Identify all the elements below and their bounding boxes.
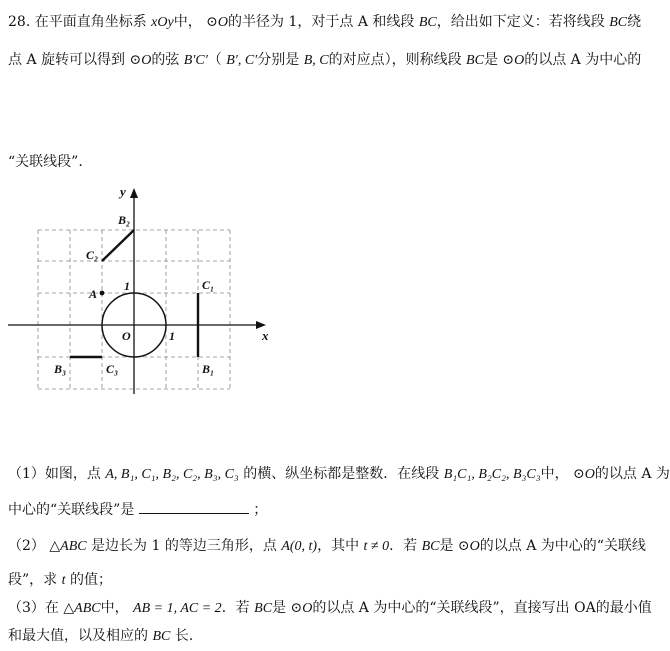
text: 是	[483, 52, 498, 68]
text: 在平面直角坐标系	[34, 14, 147, 30]
label-axis-x: x	[262, 328, 269, 343]
text: 中，	[100, 600, 129, 616]
label-b1: B₁	[202, 362, 215, 376]
math-bc: BC	[421, 539, 440, 554]
label-c1: C₁	[202, 278, 215, 292]
math-b-c: B, C	[303, 53, 329, 68]
text: 的以点 A 为	[594, 466, 670, 482]
label-c3: C₃	[106, 362, 119, 376]
text: ，给出如下定义：若将线段	[436, 14, 605, 30]
question-3-line-2	[8, 626, 193, 647]
problem-number: 28.	[8, 14, 31, 30]
question-3-line-1	[8, 598, 652, 619]
math-bc-prime: B′, C′	[226, 53, 258, 68]
text: 段”，求	[8, 572, 58, 588]
text: 是	[272, 600, 287, 616]
text: 是边长为 1 的等边三角形，点	[91, 538, 277, 554]
label-b2: B₂	[118, 213, 131, 227]
label-tick-y1: 1	[124, 279, 130, 293]
text: 的以点 A 为中心的	[524, 52, 642, 68]
math-xoy: xOy	[151, 15, 174, 30]
text: 的以点 A 为中心的“关联线	[479, 538, 646, 554]
text: 的横、纵坐标都是整数．在线段	[243, 466, 440, 482]
text: （3）在	[8, 600, 59, 616]
math-segments: B₁C₁, B₂C₂, B₃C₃	[443, 467, 541, 482]
text: 分别是	[257, 52, 300, 68]
math-point-a: A(0, t)	[281, 539, 318, 554]
math-circle-o: ⊙O	[290, 601, 313, 616]
math-triangle: △ABC	[63, 601, 101, 616]
label-axis-y: y	[120, 184, 126, 199]
math-bc: BC	[254, 601, 273, 616]
math-circle-o: ⊙O	[457, 539, 480, 554]
text: （1）如图，点	[8, 466, 101, 482]
math-condition: AB = 1, AC = 2	[133, 601, 222, 616]
math-t: t	[61, 573, 66, 588]
text: 的值；	[69, 572, 112, 588]
label-c2: C₂	[86, 248, 99, 262]
point-a	[100, 291, 105, 296]
math-points: A, B₁, C₁, B₂, C₂, B₃, C₃	[105, 467, 239, 482]
text: ；	[253, 502, 268, 518]
question-2-line-2	[8, 570, 112, 591]
math-bc: BC	[466, 53, 484, 68]
text: 中，	[540, 466, 569, 482]
question-1-line-2	[8, 500, 267, 520]
text: （	[207, 52, 222, 68]
text: 的以点 A 为中心的“关联线段”，直接写出 OA的最小值	[312, 600, 652, 616]
text: 点 A 旋转可以得到	[8, 52, 126, 68]
text: ．若	[389, 538, 418, 554]
text: 是	[439, 538, 454, 554]
label-origin: O	[122, 329, 131, 343]
text: （2）	[8, 538, 45, 554]
math-circle-o: ⊙O	[573, 467, 595, 482]
problem-line-3: “关联线段”.	[8, 154, 83, 170]
problem-line-2	[8, 50, 641, 71]
text: 的半径为 1，对于点 A 和线段	[228, 14, 415, 30]
answer-blank[interactable]	[139, 501, 249, 514]
coordinate-figure	[0, 180, 290, 400]
question-1-line-1	[8, 464, 670, 485]
text: ．若	[221, 600, 250, 616]
text: ，其中	[317, 538, 360, 554]
math-bc: BC	[609, 15, 628, 30]
math-circle-o: ⊙O	[129, 53, 152, 68]
math-bc: BC	[152, 629, 171, 644]
text: 绕	[627, 14, 642, 30]
label-tick-x1: 1	[169, 329, 175, 343]
math-bc: BC	[418, 15, 437, 30]
question-2-line-1	[8, 536, 646, 557]
text: 长.	[174, 628, 194, 644]
text: 的对应点），则称线段	[328, 52, 462, 68]
math-condition: t ≠ 0	[363, 539, 390, 554]
text: 中，	[173, 14, 202, 30]
label-b3: B₃	[54, 362, 67, 376]
math-chord: B′C′	[183, 53, 208, 68]
math-circle-o: ⊙O	[502, 53, 525, 68]
axes	[8, 188, 266, 394]
segment-b2c2	[102, 230, 134, 261]
label-a: A	[89, 287, 98, 301]
text: 中心的“关联线段”是	[8, 502, 135, 518]
text: 的弦	[151, 52, 180, 68]
math-triangle: △ABC	[49, 539, 87, 554]
text: 和最大值，以及相应的	[8, 628, 148, 644]
math-circle-o: ⊙O	[206, 15, 229, 30]
problem-line-1	[8, 12, 641, 33]
